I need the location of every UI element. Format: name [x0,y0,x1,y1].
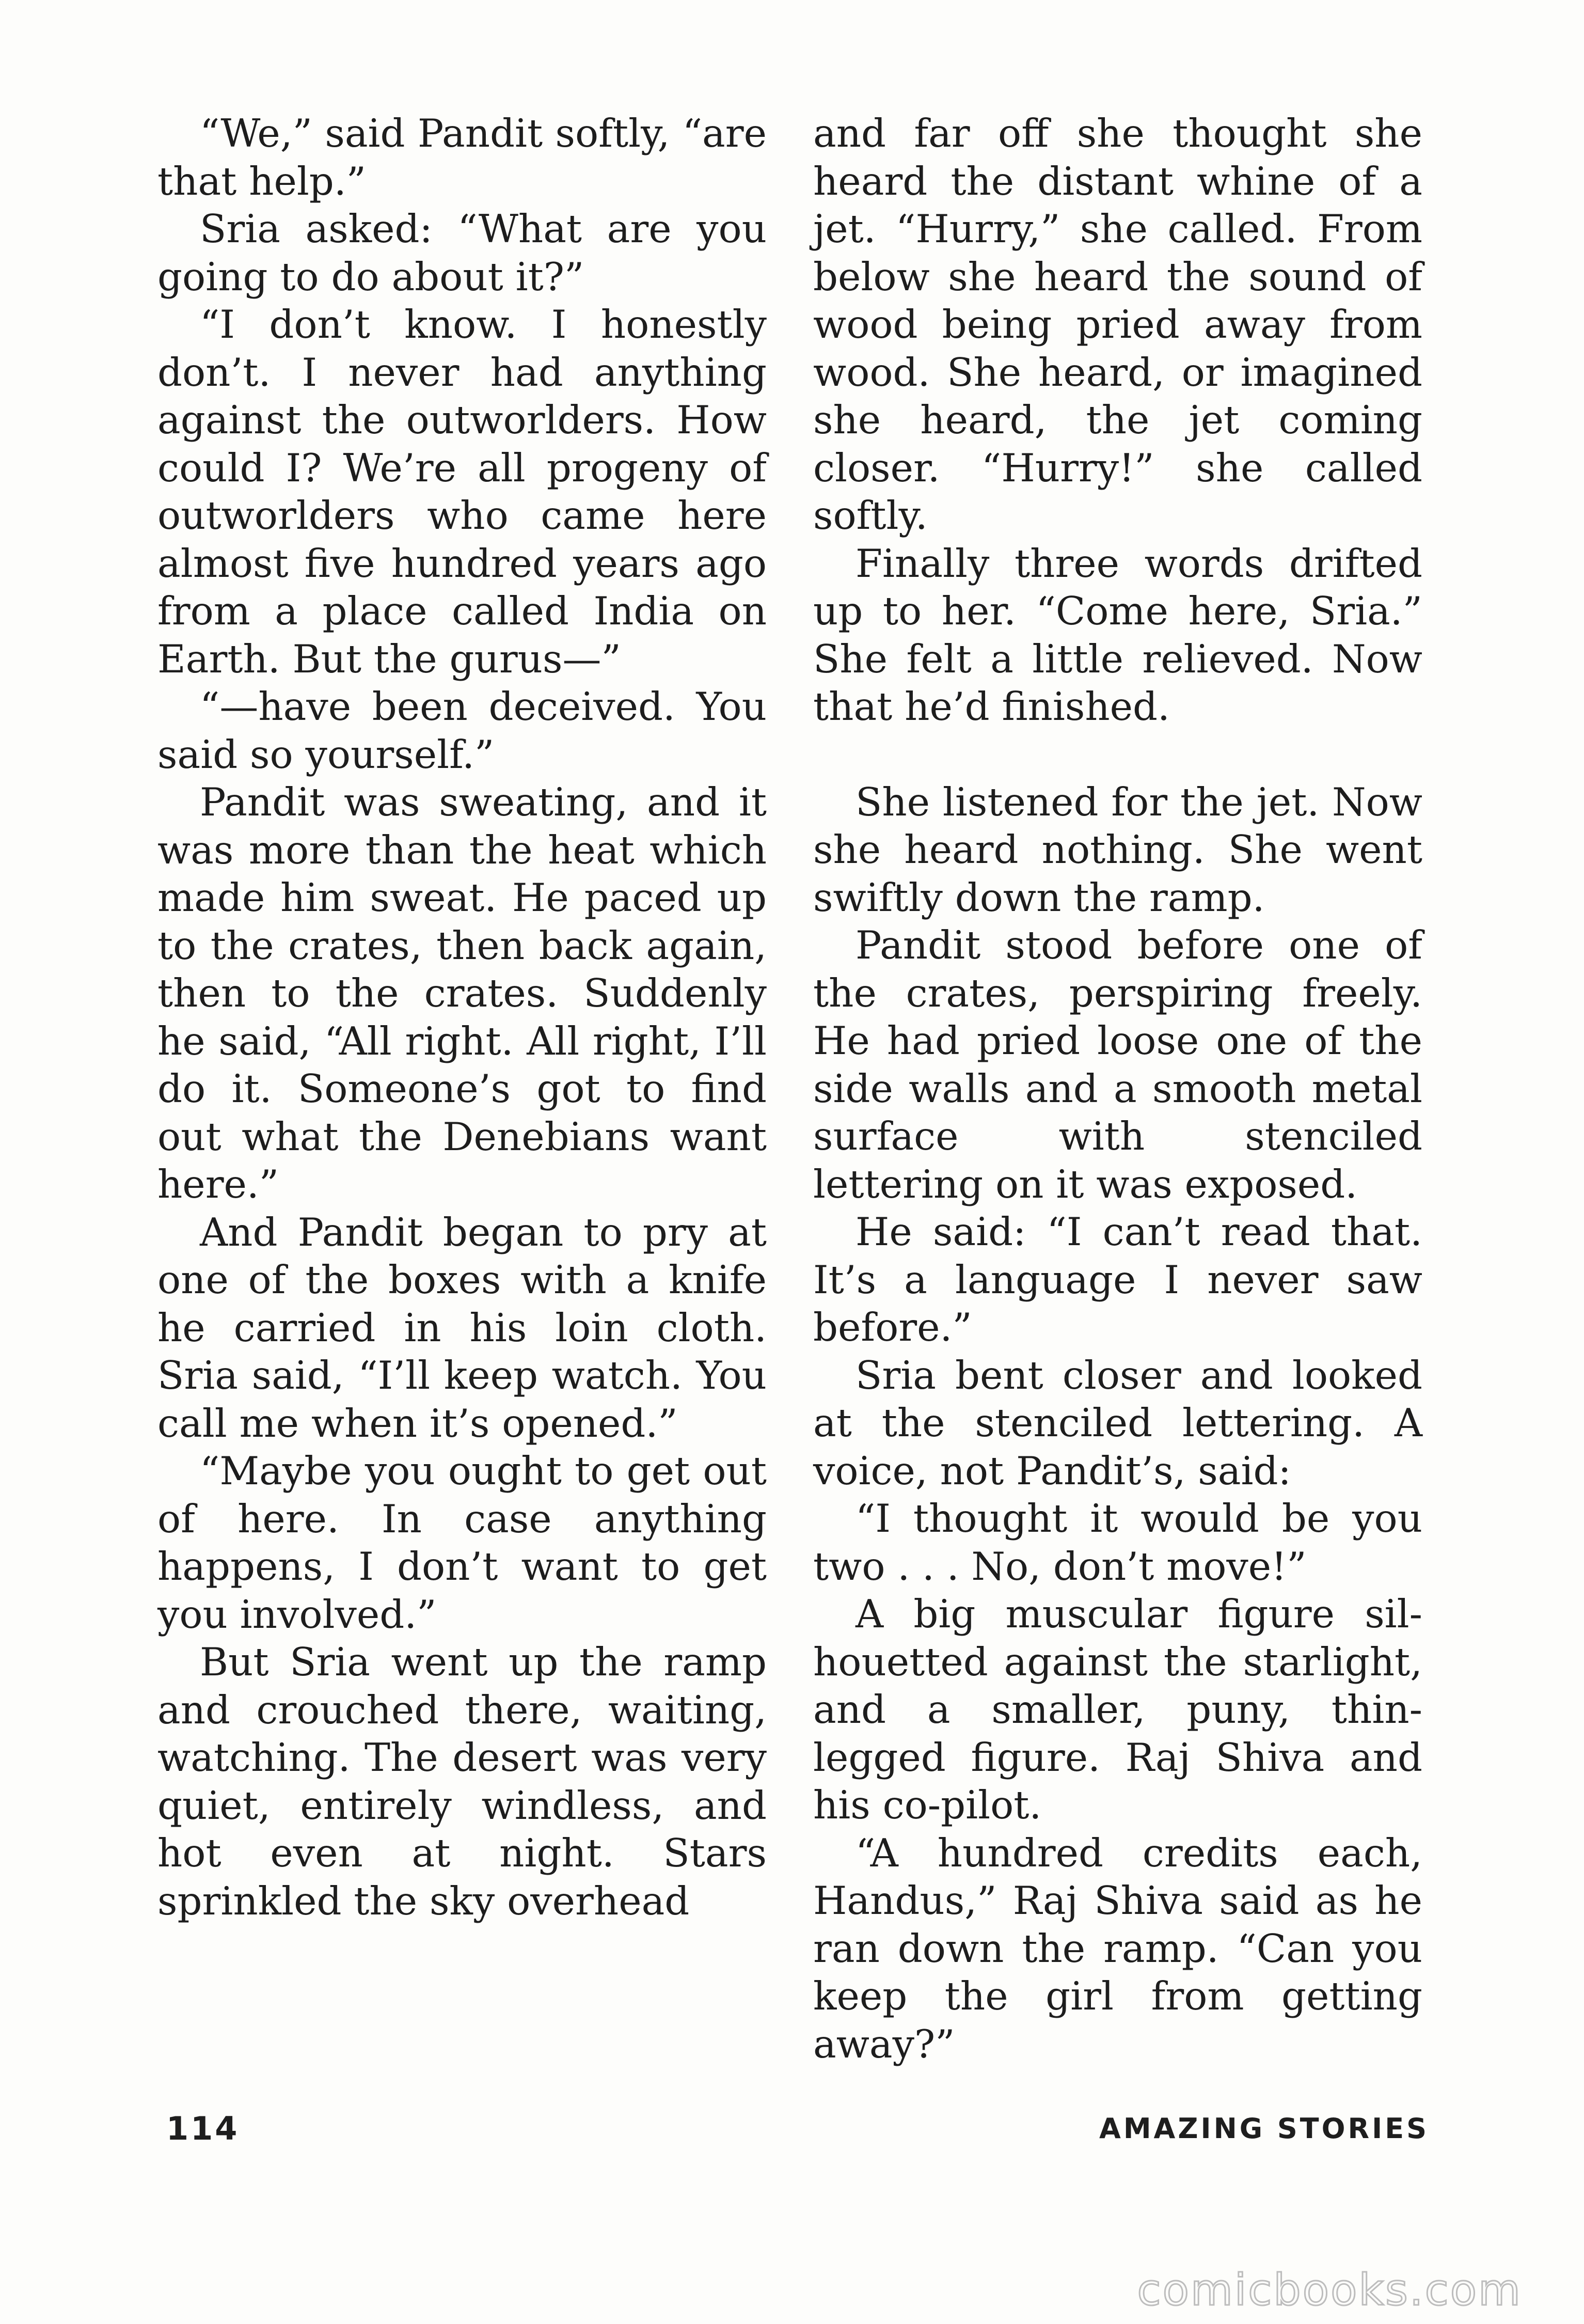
page-number: 114 [166,2110,240,2147]
paragraph: Sria bent closer and looked at the stenciled lettering. A voice, not Pandit’s, said: [813,1352,1422,1494]
paragraph: Pandit was sweating, and it was more than the heat which made him sweat. He paced up to the crates, then back again, then to the crates. Suddenly he said, “All right. All right, I’ll do it. Someone’s got to find out what the Denebians want here.” [157,779,767,1207]
watermark: comicbooks.com [1137,2265,1522,2315]
continued-paragraph: and far off she thought she heard the distant whine of a jet. “Hurry,” she called. From below she heard the sound of wood being pried away from wood. She heard, or imagined she heard, the jet coming closer. “Hurry!” she called softly. [813,111,1422,538]
paragraph: A big muscular figure silhouetted against the starlight, and a smaller, puny, thin-legged figure. Raj Shiva and his co-pilot. [813,1591,1422,1828]
paragraph: “—have been deceived. You said so yourself.” [157,684,767,777]
paragraph: Sria asked: “What are you going to do about it?” [157,206,767,300]
paragraph: Finally three words drifted up to her. “Come here, Sria.” She felt a little relieved. Now that he’d finished. [813,540,1422,729]
paragraph: Pandit stood before one of the crates, perspiring freely. He had pried loose one of the side walls and a smooth metal surface with stenciled lettering on it was exposed. [813,922,1422,1207]
paragraph: He said: “I can’t read that. It’s a language I never saw before.” [813,1209,1422,1350]
section-break [813,731,1422,778]
paragraph: “Maybe you ought to get out of here. In case anything happens, I don’t want to get you involved.” [157,1448,767,1637]
paragraph: But Sria went up the ramp and crouched there, waiting, watching. The desert was very quiet, entirely windless, and hot even at night. Stars sprinkled the sky overhead [157,1639,767,1924]
right-text-column [813,109,1422,2068]
running-title: AMAZING STORIES [1099,2112,1429,2145]
left-text-column [157,109,767,1925]
paragraph: “I don’t know. I honestly don’t. I never had anything against the outworlders. How could I? We’re all progeny of outworlders who came here almost five hundred years ago from a place called India on Earth. But the gurus—” [157,302,767,682]
paragraph: “I thought it would be you two . . . No, don’t move!” [813,1496,1422,1589]
paragraph: “We,” said Pandit softly, “are that help.” [157,111,767,204]
paragraph: And Pandit began to pry at one of the boxes with a knife he carried in his loin cloth. Sria said, “I’ll keep watch. You call me when it’s opened.” [157,1209,767,1446]
paragraph: “A hundred credits each, Handus,” Raj Shiva said as he ran down the ramp. “Can you keep the girl from getting away?” [813,1830,1422,2067]
paragraph: She listened for the jet. Now she heard nothing. She went swiftly down the ramp. [813,779,1422,920]
